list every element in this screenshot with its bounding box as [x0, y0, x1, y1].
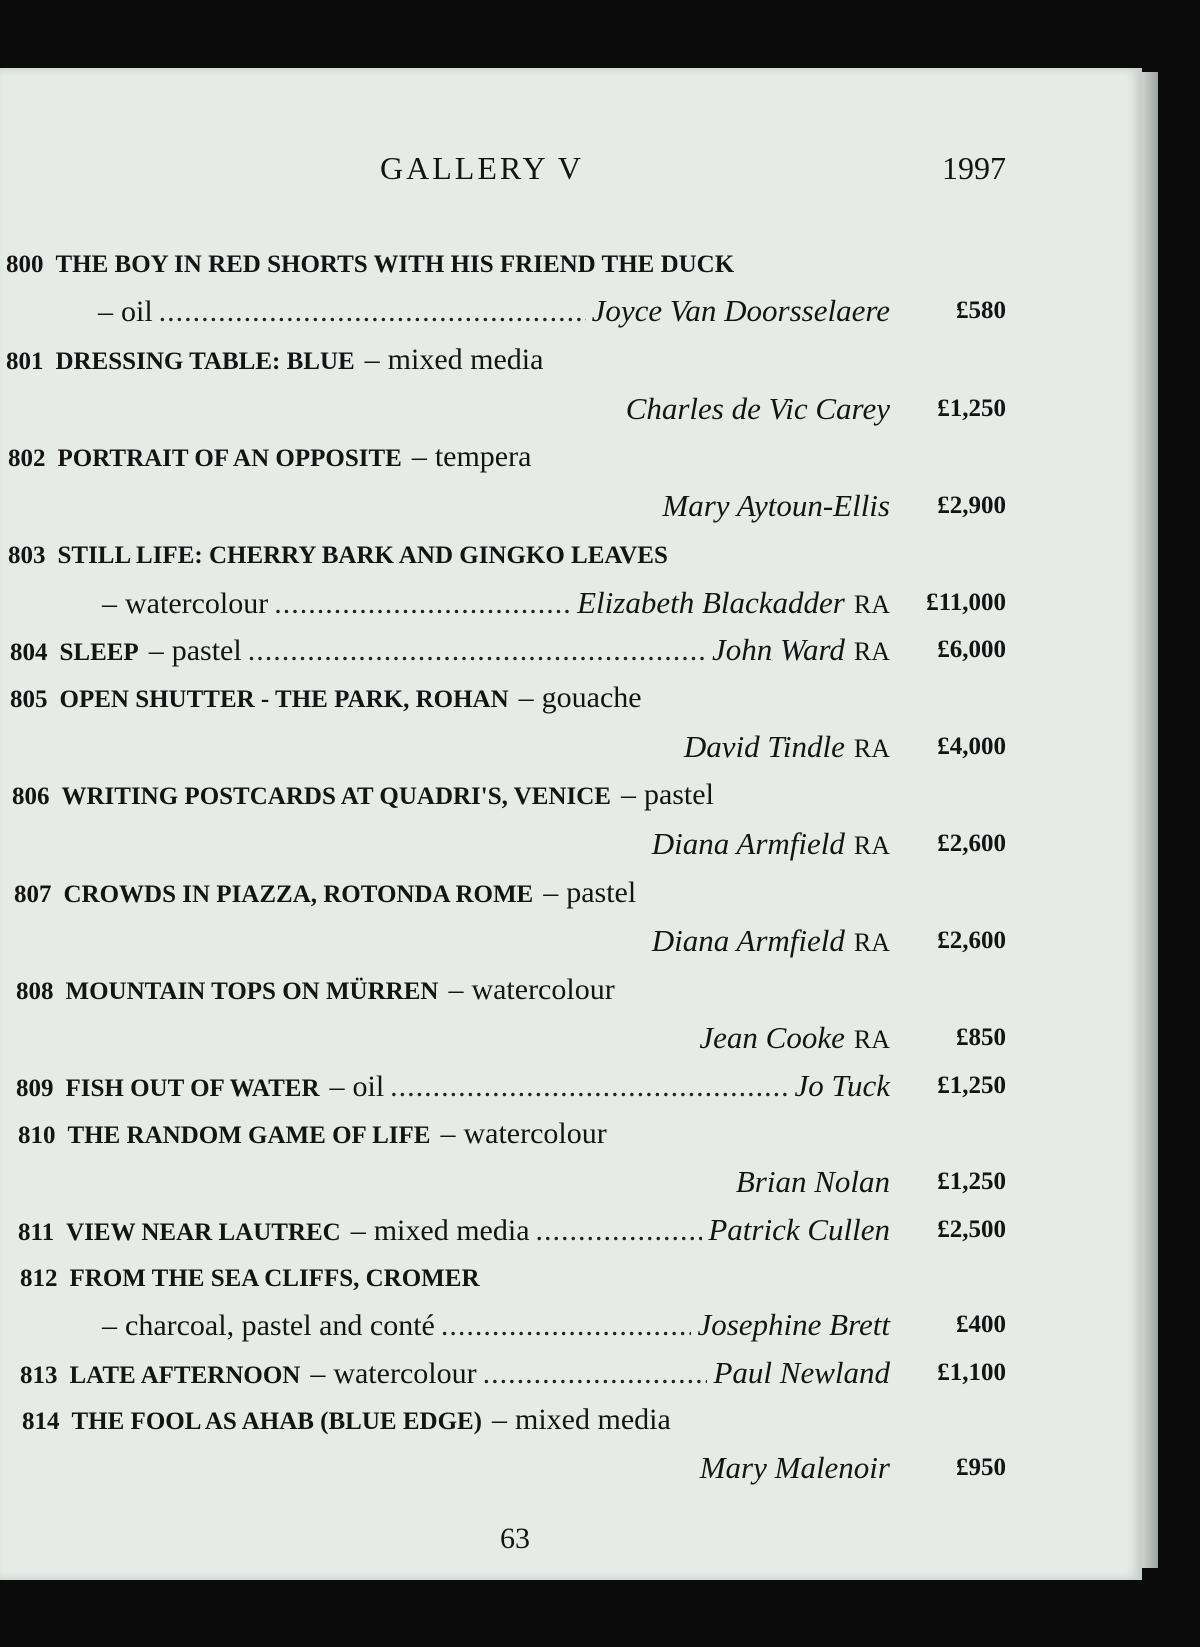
entry-price: £2,600 [937, 830, 1006, 857]
entry-802-artist-line [8, 483, 1006, 529]
entry-number: 813 [20, 1362, 58, 1389]
entry-artist: Jo Tuck [794, 1068, 890, 1103]
entry-number: 803 [8, 542, 46, 569]
entry-artist: Mary Malenoir [699, 1450, 890, 1485]
leader-dots [274, 581, 571, 627]
ra-suffix: RA [853, 734, 890, 763]
entry-price: £2,600 [937, 927, 1006, 954]
entry-title: FISH OUT OF WATER [65, 1075, 320, 1102]
page-number: 63 [500, 1522, 530, 1555]
entry-title: LATE AFTERNOON [69, 1362, 301, 1389]
entry-price: £6,000 [937, 636, 1006, 663]
entry-artist: Diana Armfield [651, 923, 845, 958]
entry-artist: David Tindle [683, 729, 845, 764]
entry-title: PORTRAIT OF AN OPPOSITE [57, 445, 402, 472]
entry-number: 805 [10, 686, 48, 713]
ra-suffix: RA [853, 1025, 890, 1054]
leader-dots [483, 1351, 708, 1397]
entry-title: OPEN SHUTTER - THE PARK, ROHAN [59, 686, 509, 713]
entry-artist: Josephine Brett [697, 1307, 890, 1342]
page-header [380, 150, 1006, 196]
entry-801-artist-line [6, 386, 1006, 432]
entry-price: £2,900 [937, 492, 1006, 519]
entry-medium: pastel [643, 778, 714, 811]
entry-medium: charcoal, pastel and conté [125, 1309, 435, 1342]
entry-801-title-line: 801 DRESSING TABLE: BLUE – mixed media [6, 337, 1006, 383]
entry-artist: Jean Cooke [699, 1020, 845, 1055]
leader-dots [441, 1303, 692, 1349]
entry-number: 808 [16, 978, 54, 1005]
entry-809-line: 809 FISH OUT OF WATER – oil ..... Jo Tuck £1,250 [16, 1063, 1006, 1109]
entry-artist: Charles de Vic Carey [625, 391, 890, 426]
entry-804-line: 804 SLEEP – pastel ..... John Ward RA £6,000 [10, 627, 1006, 673]
entry-number: 801 [6, 348, 44, 375]
leader-dots [536, 1208, 703, 1254]
entry-814-title-line: 814 THE FOOL AS AHAB (BLUE EDGE) – mixed media [22, 1397, 1006, 1443]
entry-medium: mixed media [373, 1214, 530, 1247]
entry-813-line: 813 LATE AFTERNOON – watercolour ..... Paul Newland £1,100 [20, 1350, 1006, 1396]
entry-title: THE BOY IN RED SHORTS WITH HIS FRIEND THE DUCK [55, 251, 735, 278]
ra-suffix: RA [853, 637, 890, 666]
entry-803-detail-line: – watercolour ..... Elizabeth Blackadder RA £11,000 [92, 580, 1006, 626]
entry-medium: pastel [171, 634, 242, 667]
entry-price: £1,100 [937, 1359, 1006, 1386]
entry-805-artist-line [10, 724, 1006, 770]
entry-artist: Patrick Cullen [708, 1212, 890, 1247]
entry-number: 804 [10, 639, 48, 666]
entry-number: 807 [14, 881, 52, 908]
ra-suffix: RA [853, 590, 890, 619]
entry-812-title-line [20, 1254, 1006, 1300]
entry-810-artist-line [18, 1159, 1006, 1205]
entry-medium: pastel [566, 876, 637, 909]
entry-title: STILL LIFE: CHERRY BARK AND GINGKO LEAVES [57, 542, 668, 569]
entry-title: WRITING POSTCARDS AT QUADRI'S, VENICE [61, 783, 611, 810]
entry-812-detail-line: – charcoal, pastel and conté ..... Josephine Brett £400 [92, 1302, 1006, 1348]
entry-number: 809 [16, 1075, 54, 1102]
entry-title: VIEW NEAR LAUTREC [66, 1219, 341, 1246]
entry-price: £4,000 [937, 733, 1006, 760]
entry-805-title-line: 805 OPEN SHUTTER - THE PARK, ROHAN – gouache [10, 675, 1006, 721]
entry-title: THE FOOL AS AHAB (BLUE EDGE) [71, 1408, 483, 1435]
entry-806-artist-line [12, 821, 1006, 867]
entry-808-title-line: 808 MOUNTAIN TOPS ON MÜRREN – watercolour [16, 967, 1006, 1013]
entry-number: 814 [22, 1408, 60, 1435]
entry-number: 810 [18, 1122, 56, 1149]
entry-price: £1,250 [937, 1168, 1006, 1195]
entry-title: FROM THE SEA CLIFFS, CROMER [69, 1265, 480, 1292]
entry-medium: watercolour [125, 587, 269, 620]
entry-number: 800 [6, 251, 44, 278]
entry-number: 812 [20, 1265, 58, 1292]
entry-price: £11,000 [926, 589, 1006, 616]
entry-price: £2,500 [937, 1216, 1006, 1243]
entry-price: £1,250 [937, 1072, 1006, 1099]
entry-artist: Joyce Van Doorsselaere [591, 293, 890, 328]
entry-medium: watercolour [333, 1357, 477, 1390]
entry-808-artist-line [16, 1015, 1006, 1061]
entry-artist: John Ward [711, 632, 845, 667]
entry-number: 806 [12, 783, 50, 810]
entry-medium: gouache [541, 681, 642, 714]
entry-807-title-line: 807 CROWDS IN PIAZZA, ROTONDA ROME – pastel [14, 870, 1006, 916]
entry-medium: watercolour [463, 1117, 607, 1150]
entry-price: £850 [956, 1024, 1006, 1051]
entry-medium: mixed media [387, 343, 544, 376]
entry-price: £1,250 [937, 395, 1006, 422]
entry-803-title-line [8, 531, 1006, 577]
entry-800-detail-line: – oil ..... Joyce Van Doorsselaere £580 [88, 288, 1006, 334]
ra-suffix: RA [853, 928, 890, 957]
entry-814-artist-line [22, 1445, 1006, 1491]
entry-artist: Diana Armfield [651, 826, 845, 861]
entry-810-title-line: 810 THE RANDOM GAME OF LIFE – watercolour [18, 1111, 1006, 1157]
entry-802-title-line: 802 PORTRAIT OF AN OPPOSITE – tempera [8, 434, 1006, 480]
entry-medium: watercolour [471, 973, 615, 1006]
page-edge [1142, 72, 1158, 1568]
entry-807-artist-line [14, 918, 1006, 964]
entry-price: £400 [956, 1311, 1006, 1338]
entry-price: £580 [956, 297, 1006, 324]
entry-800-title-line [6, 240, 1006, 286]
entry-806-title-line: 806 WRITING POSTCARDS AT QUADRI'S, VENICE – pastel [12, 772, 1006, 818]
ra-suffix: RA [853, 831, 890, 860]
leader-dots [248, 628, 706, 674]
leader-dots [159, 289, 586, 335]
entry-medium: tempera [434, 440, 532, 473]
entry-811-line: 811 VIEW NEAR LAUTREC – mixed media ..... Patrick Cullen £2,500 [18, 1207, 1006, 1253]
catalogue-year: 1997 [942, 150, 1006, 186]
entry-medium: oil [121, 295, 153, 328]
entry-number: 802 [8, 445, 46, 472]
entry-artist: Paul Newland [713, 1355, 890, 1390]
entry-artist: Mary Aytoun-Ellis [662, 488, 890, 523]
entry-medium: oil [352, 1070, 385, 1103]
entry-medium: mixed media [515, 1403, 671, 1436]
entry-title: CROWDS IN PIAZZA, ROTONDA ROME [63, 881, 534, 908]
gallery-title: GALLERY V [380, 150, 584, 186]
entry-title: MOUNTAIN TOPS ON MÜRREN [65, 978, 439, 1005]
entry-title: THE RANDOM GAME OF LIFE [67, 1122, 431, 1149]
entry-number: 811 [18, 1219, 55, 1246]
entry-artist: Brian Nolan [735, 1164, 890, 1199]
entry-title: SLEEP [59, 639, 139, 666]
leader-dots [390, 1064, 788, 1110]
entry-artist: Elizabeth Blackadder [577, 585, 845, 620]
entry-title: DRESSING TABLE: BLUE [55, 348, 355, 375]
entry-price: £950 [956, 1454, 1006, 1481]
